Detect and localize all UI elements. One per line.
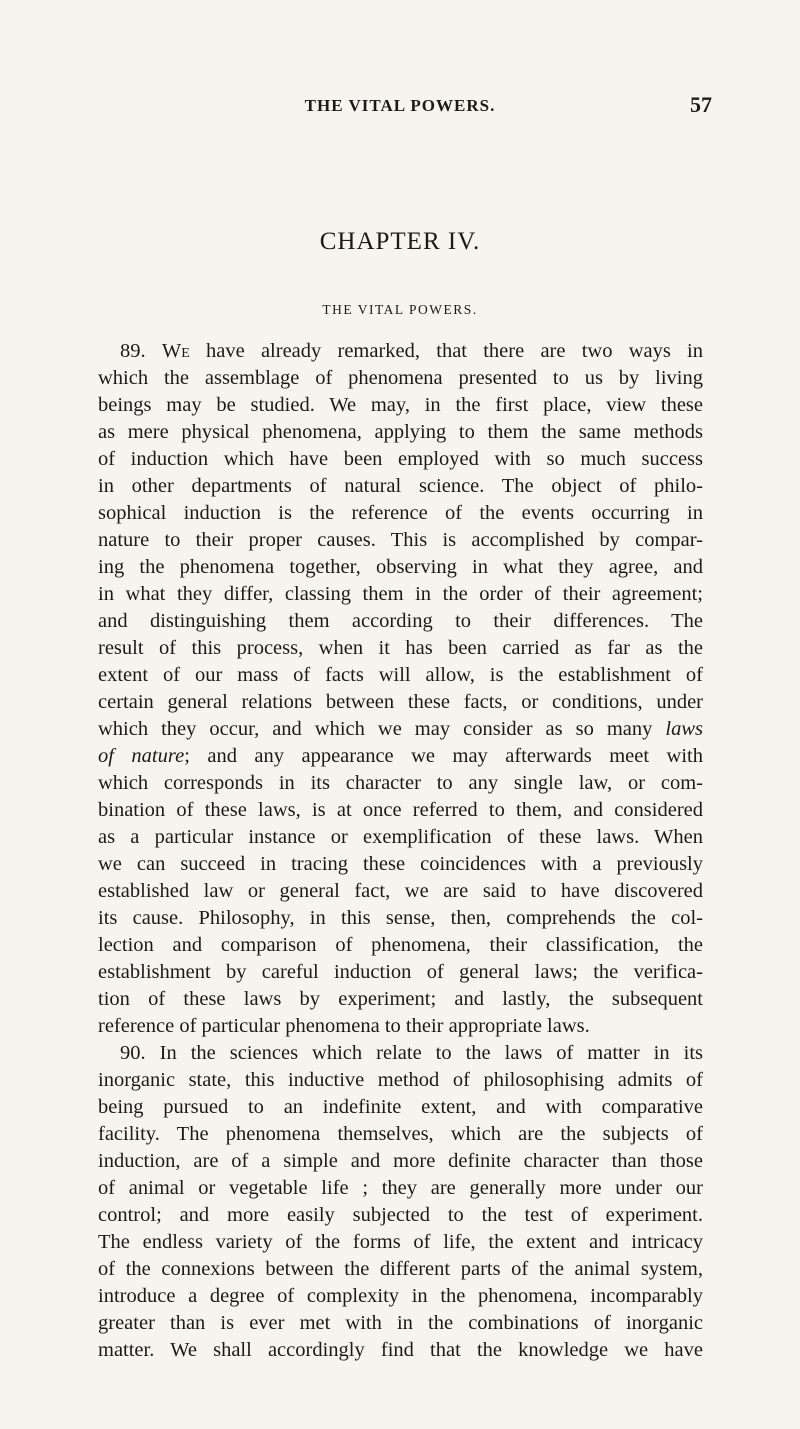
text-line: tion of these laws by experiment; and lastly, the subsequent (98, 988, 703, 1010)
text-line: induction, are of a simple and more definite character than those (98, 1150, 703, 1172)
text-line: result of this process, when it has been carried as far as the (98, 637, 703, 659)
text-line: lection and comparison of phenomena, their classification, the (98, 934, 703, 956)
italic-term: of nature (98, 745, 185, 767)
text-line: sophical induction is the reference of the events occurring in (98, 502, 703, 524)
text-line: 89. We have already remarked, that there are two ways in (120, 340, 704, 362)
text-line: as mere physical phenomena, applying to them the same methods (98, 421, 703, 443)
text-line: nature to their proper causes. This is accomplished by compar- (98, 529, 703, 551)
text-line: which they occur, and which we may consider as so many laws (98, 718, 703, 740)
text-line: introduce a degree of complexity in the phenomena, incomparably (98, 1285, 703, 1307)
paragraph-number: 90. (120, 1042, 146, 1064)
text-line: of the connexions between the different parts of the animal system, (98, 1258, 703, 1280)
text-line: being pursued to an indefinite extent, and with comparative (98, 1096, 703, 1118)
text-line: matter. We shall accordingly find that the knowledge we have (98, 1339, 703, 1361)
text-line: and distinguishing them according to their differences. The (98, 610, 703, 632)
running-head (0, 92, 800, 120)
text-line: which corresponds in its character to any single law, or com- (98, 772, 703, 794)
text-line: inorganic state, this inductive method of philosophising admits of (98, 1069, 703, 1091)
text-line: beings may be studied. We may, in the first place, view these (98, 394, 703, 416)
chapter-subtitle: THE VITAL POWERS. (322, 302, 478, 317)
text-line: of nature; and any appearance we may afterwards meet with (98, 745, 703, 767)
text-line: in other departments of natural science. The object of philo- (98, 475, 703, 497)
text-line: of induction which have been employed with so much success (98, 448, 703, 470)
italic-term: laws (665, 718, 703, 740)
text-line: of animal or vegetable life ; they are generally more under our (98, 1177, 703, 1199)
text-line: established law or general fact, we are said to have discovered (98, 880, 703, 902)
text-line: certain general relations between these facts, or conditions, under (98, 691, 703, 713)
text-line: control; and more easily subjected to the test of experiment. (98, 1204, 703, 1226)
text-line: establishment by careful induction of general laws; the verifica- (98, 961, 703, 983)
paragraph-number: 89. (120, 340, 146, 362)
text-line: facility. The phenomena themselves, which are the subjects of (98, 1123, 703, 1145)
text-line: greater than is ever met with in the combinations of inorganic (98, 1312, 703, 1334)
paragraph-lead-word: We (161, 340, 190, 362)
text-line: 90. In the sciences which relate to the laws of matter in its (120, 1042, 703, 1064)
text-line: in what they differ, classing them in the order of their agreement; (98, 583, 703, 605)
text-line: The endless variety of the forms of life, the extent and intricacy (98, 1231, 703, 1253)
text-line: reference of particular phenomena to their appropriate laws. (98, 1015, 590, 1037)
text-line: its cause. Philosophy, in this sense, then, comprehends the col- (98, 907, 703, 929)
text-line: which the assemblage of phenomena presented to us by living (98, 367, 703, 389)
chapter-heading: CHAPTER IV. (319, 228, 481, 255)
text-line: bination of these laws, is at once referred to them, and considered (98, 799, 703, 821)
text-line: as a particular instance or exemplification of these laws. When (98, 826, 703, 848)
text-line: ing the phenomena together, observing in what they agree, and (98, 556, 703, 578)
text-line: extent of our mass of facts will allow, is the establishment of (98, 664, 703, 686)
text-line: we can succeed in tracing these coincidences with a previously (98, 853, 703, 875)
running-title: THE VITAL POWERS. (304, 96, 496, 115)
page-number: 57 (690, 92, 712, 117)
